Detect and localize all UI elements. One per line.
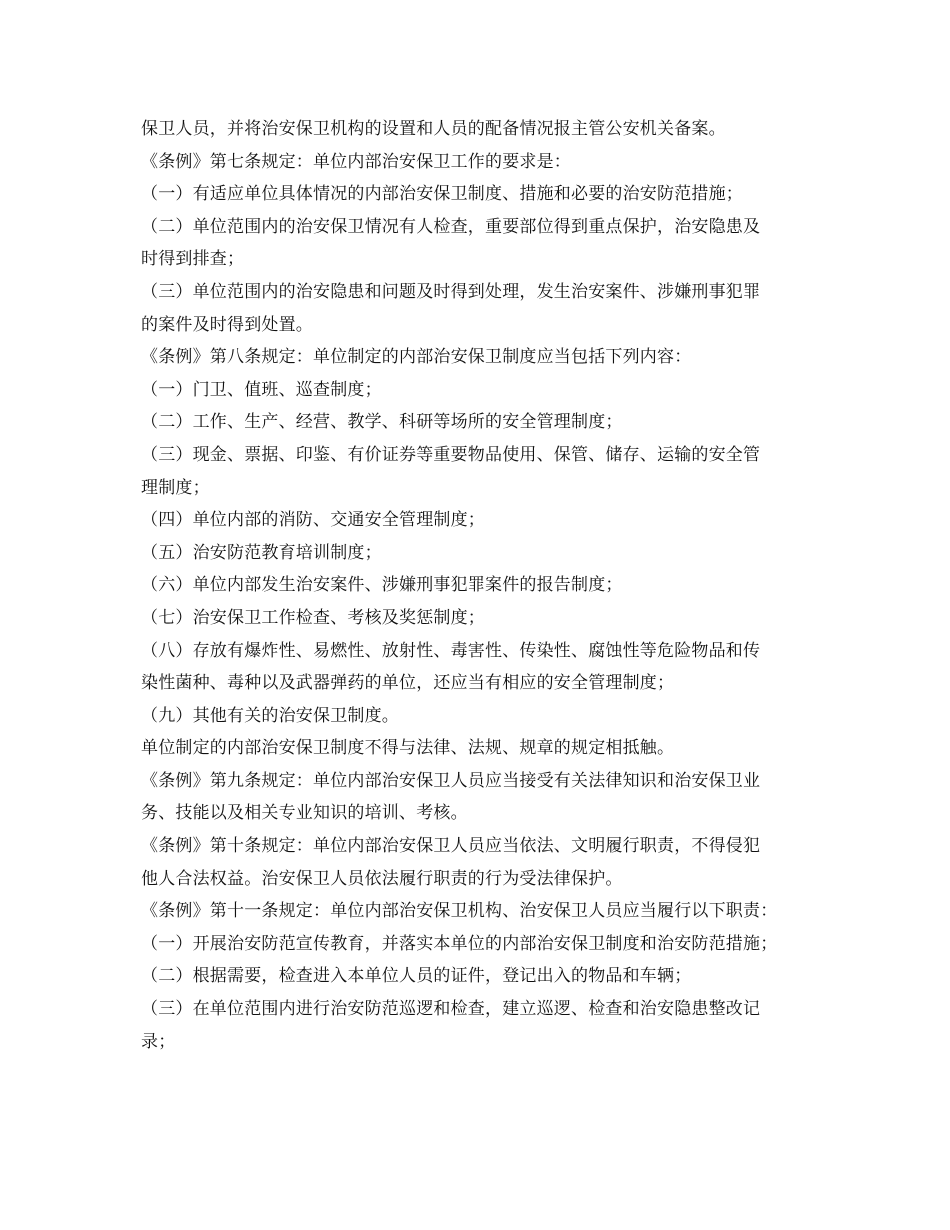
- text-line: （三）单位范围内的治安隐患和问题及时得到处理，发生治安案件、涉嫌刑事犯罪: [141, 281, 761, 302]
- text-line: 理制度；: [141, 477, 210, 498]
- text-line: （六）单位内部发生治安案件、涉嫌刑事犯罪案件的报告制度；: [141, 575, 623, 596]
- text-line: 的案件及时得到处置。: [141, 314, 313, 335]
- text-line: （二）工作、生产、经营、教学、科研等场所的安全管理制度；: [141, 412, 623, 433]
- text-line: 《条例》第九条规定：单位内部治安保卫人员应当接受有关法律知识和治安保卫业: [141, 770, 761, 791]
- text-line: 他人合法权益。治安保卫人员依法履行职责的行为受法律保护。: [141, 868, 623, 889]
- text-line: （五）治安防范教育培训制度；: [141, 542, 382, 563]
- text-line: 《条例》第七条规定：单位内部治安保卫工作的要求是：: [141, 151, 571, 172]
- text-line: 《条例》第八条规定：单位制定的内部治安保卫制度应当包括下列内容：: [141, 347, 692, 368]
- text-line: 染性菌种、毒种以及武器弹药的单位，还应当有相应的安全管理制度；: [141, 673, 675, 694]
- text-line: 录；: [141, 1031, 176, 1052]
- text-line: 《条例》第十条规定：单位内部治安保卫人员应当依法、文明履行职责，不得侵犯: [141, 836, 761, 857]
- text-line: （一）门卫、值班、巡查制度；: [141, 379, 382, 400]
- text-line: （八）存放有爆炸性、易燃性、放射性、毒害性、传染性、腐蚀性等危险物品和传: [141, 640, 761, 661]
- text-line: 保卫人员，并将治安保卫机构的设置和人员的配备情况报主管公安机关备案。: [141, 119, 726, 139]
- text-line: （二）单位范围内的治安保卫情况有人检查，重要部位得到重点保护，治安隐患及: [141, 216, 761, 237]
- text-line: （七）治安保卫工作检查、考核及奖惩制度；: [141, 607, 485, 628]
- text-line: 时得到排查；: [141, 249, 245, 270]
- text-line: （一）开展治安防范宣传教育，并落实本单位的内部治安保卫制度和治安防范措施；: [141, 933, 778, 954]
- text-line: （二）根据需要，检查进入本单位人员的证件，登记出入的物品和车辆；: [141, 966, 692, 987]
- document-body: [141, 113, 831, 1058]
- text-line: （九）其他有关的治安保卫制度。: [141, 705, 399, 726]
- text-line: （四）单位内部的消防、交通安全管理制度；: [141, 510, 485, 531]
- text-line: 《条例》第十一条规定：单位内部治安保卫机构、治安保卫人员应当履行以下职责：: [141, 901, 778, 922]
- text-line: 务、技能以及相关专业知识的培训、考核。: [141, 803, 468, 824]
- text-line: （三）现金、票据、印鉴、有价证券等重要物品使用、保管、储存、运输的安全管: [141, 444, 761, 465]
- text-line: （一）有适应单位具体情况的内部治安保卫制度、措施和必要的治安防范措施；: [141, 184, 743, 205]
- text-line: 单位制定的内部治安保卫制度不得与法律、法规、规章的规定相抵触。: [141, 738, 675, 759]
- text-line: （三）在单位范围内进行治安防范巡逻和检查，建立巡逻、检查和治安隐患整改记: [141, 999, 761, 1020]
